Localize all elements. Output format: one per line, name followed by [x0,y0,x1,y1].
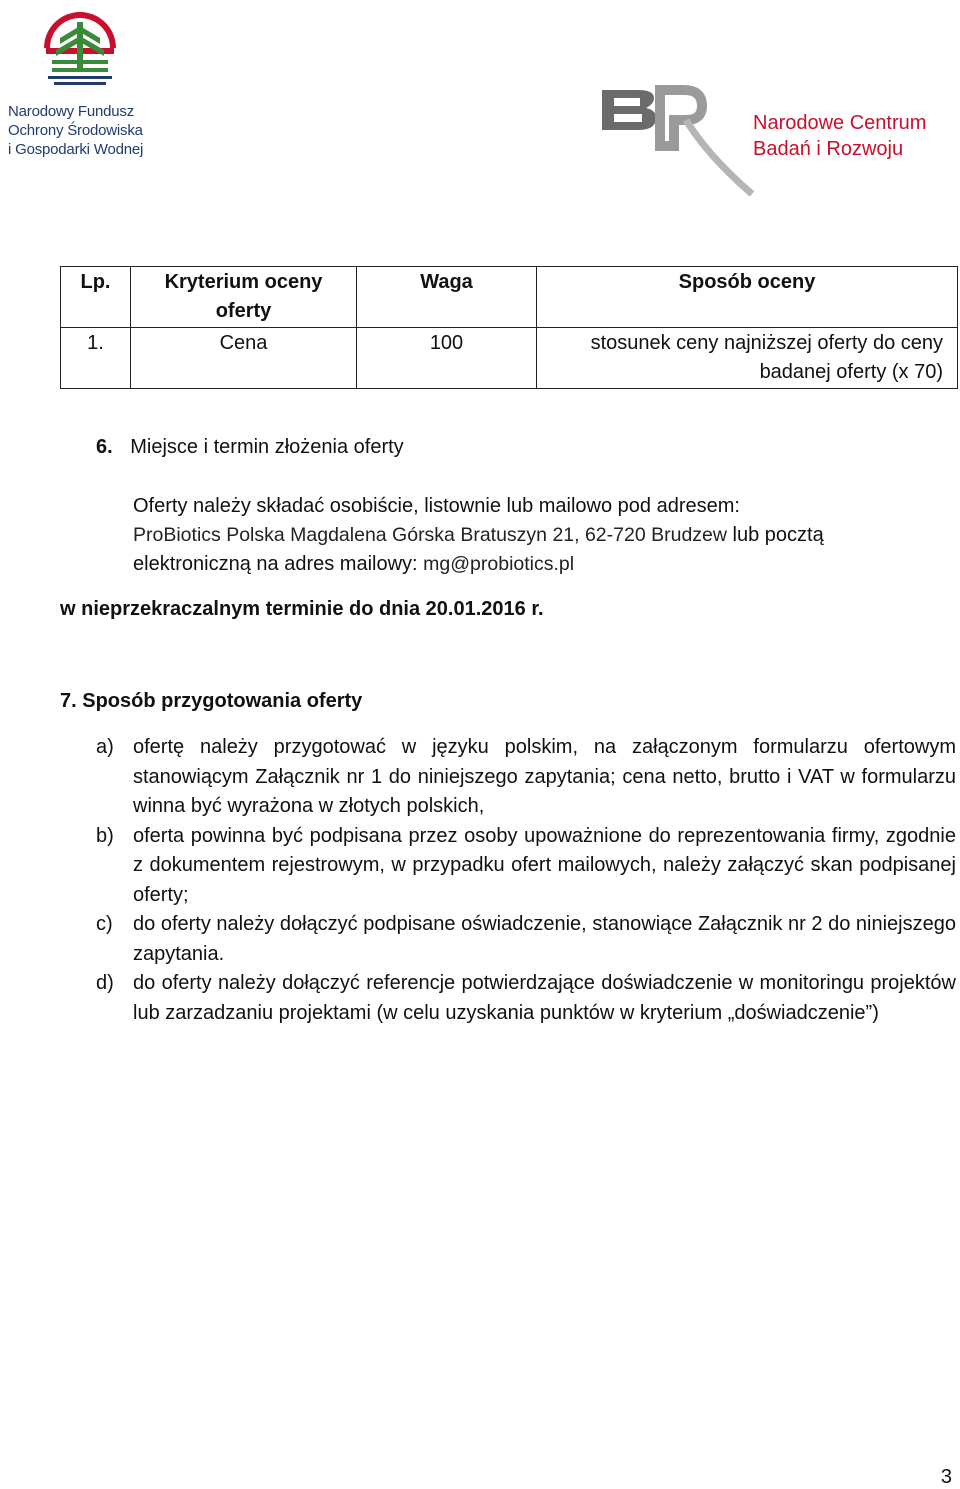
section-6-number: 6. [96,436,113,458]
nfosigw-line-1: Narodowy Fundusz [8,103,135,120]
nfosigw-line-3: i Gospodarki Wodnej [8,141,144,158]
cell-method: stosunek ceny najniższej oferty do ceny badanej oferty (x 70) [537,328,958,389]
section-6-address-tail: lub pocztą [732,524,824,546]
nfosigw-emblem-icon [40,8,120,88]
section-7-heading [60,690,362,713]
section-7-title: Sposób przygotowania oferty [82,690,363,712]
ncbr-logo-text [753,110,926,162]
cell-weight: 100 [357,328,537,389]
list-item-text: ofertę należy przygotować w języku polskim, na załączonym formularzu ofertowym stanowiącym Załącznik nr 1 do niniejszego zapytania; cena netto, brutto i VAT w formularzu winna być wyrażona w złotych polskich, [133,736,956,817]
header-lp: Lp. [61,267,131,328]
list-item [60,733,956,822]
header-method: Sposób oceny [537,267,958,328]
criteria-table [60,266,958,389]
section-6-title: Miejsce i termin złożenia oferty [130,436,404,458]
header-criterion: Kryterium oceny oferty [131,267,357,328]
section-7-number: 7. [60,690,77,712]
email-link[interactable]: mg@probiotics.pl [423,553,575,575]
section-6-line-1: Oferty należy składać osobiście, listownie lub mailowo pod adresem: [133,495,740,517]
list-marker: d) [96,972,114,994]
list-marker: c) [96,913,113,935]
section-7-list [60,733,956,1028]
ncbr-logo [598,76,938,196]
section-6-heading [96,436,404,459]
list-marker: a) [96,736,114,758]
list-marker: b) [96,824,114,847]
list-item-text: do oferty należy dołączyć referencje potwierdzające doświadczenie w monitoringu projektów lub zarzadzaniu projektami (w celu uzyskania punktów w kryterium „doświadczenie”) [133,972,956,1024]
list-item [60,822,956,911]
page-number: 3 [940,1466,952,1488]
nfosigw-logo [4,6,154,156]
section-6-address: ProBiotics Polska Magdalena Górska Bratuszyn 21, 62-720 Brudzew [133,524,727,546]
section-6-email-intro: elektroniczną na adres mailowy: [133,553,418,575]
table-header-row [61,267,958,328]
ncbr-br-mark-icon [598,76,758,196]
list-item-text: oferta powinna być podpisana przez osoby upoważnione do reprezentowania firmy, zgodnie z dokumentem rejestrowym, w przypadku ofert mailowych, należy załączyć skan podpisanej oferty; [133,824,956,906]
section-6-body [133,492,953,579]
ncbr-line-2: Badań i Rozwoju [753,138,904,160]
table-row [61,328,958,389]
header-weight: Waga [357,267,537,328]
cell-lp: 1. [61,328,131,389]
list-item [60,969,956,1028]
deadline-text: w nieprzekraczalnym terminie do dnia 20.01.2016 r. [60,598,544,620]
nfosigw-line-2: Ochrony Środowiska [8,122,143,139]
list-item-text: do oferty należy dołączyć podpisane oświadczenie, stanowiące Załącznik nr 2 do niniejszego zapytania. [133,913,956,965]
ncbr-line-1: Narodowe Centrum [753,112,927,134]
nfosigw-logo-text [8,102,143,159]
cell-criterion: Cena [131,328,357,389]
list-item [60,910,956,969]
